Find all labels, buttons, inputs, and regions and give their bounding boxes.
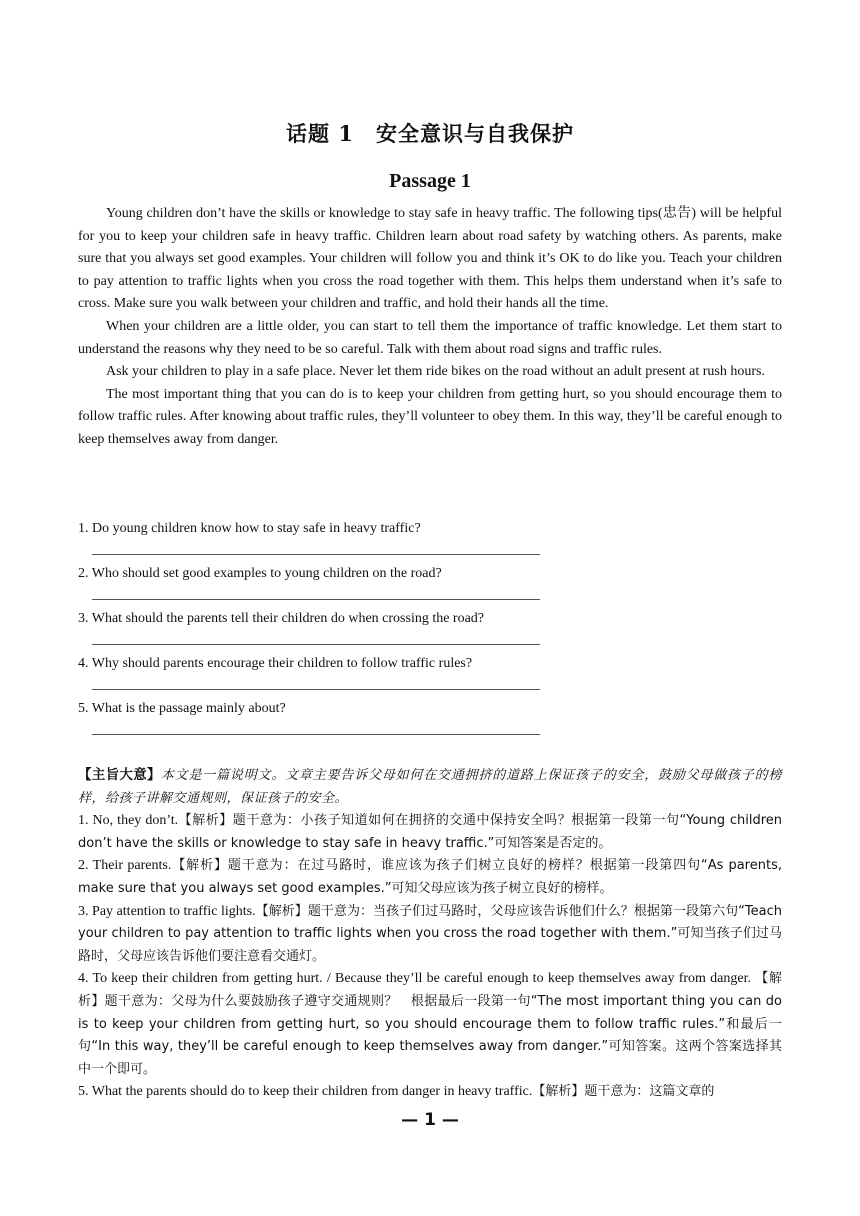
summary-text: 本文是一篇说明文。文章主要告诉父母如何在交通拥挤的道路上保证孩子的安全，鼓励父母做孩子的榜样，给孩子讲解交通规则，保证孩子的安全。 (78, 768, 782, 806)
answer-item (78, 855, 782, 900)
paragraph: Ask your children to play in a safe place. Never let them ride bikes on the road without an adult present at rush hours. (106, 364, 765, 380)
answer-explanation: 【解析】题干意为：父母为什么要鼓励孩子遵守交通规则？ 根据最后一段第一句“The most important thing you can do is to keep your children from getting hurt, so you should encourage them to follow traffic rules.”和最后一句“In this way, they’ll be careful enough to keep themselves away from danger.”可知答案。这两个答案选择其中一个即可。 (78, 971, 782, 1077)
answer-explanation: 【解析】题干意为：当孩子们过马路时，父母应该告诉他们什么？根据第一段第六句“Teach your children to pay attention to traffic lights when you cross the road together with them.”可知当孩子们过马路时，父母应该告诉他们要注意看交通灯。 (78, 903, 782, 964)
answer-line[interactable] (92, 599, 540, 600)
answer-explanation: 【解析】题干意为：这篇文章的 (532, 1084, 715, 1100)
question-item (78, 608, 782, 653)
answer-text: 5. What the parents should do to keep their children from danger in heavy traffic. (78, 1084, 533, 1100)
answer-analysis (78, 764, 782, 1104)
paragraph: When your children are a little older, you can start to tell them the importance of traffic knowledge. Let them start to understand the reasons why they need to be so careful. Talk with them about road signs and traffic rules. (78, 318, 782, 357)
question-list (78, 518, 782, 743)
paragraph: The most important thing that you can do is to keep your children from getting hurt, so you should encourage them to follow traffic rules. After knowing about traffic rules, they’ll volunteer to obey them. In this way, they’ll be careful enough to keep themselves away from danger. (78, 386, 782, 447)
answer-item (78, 901, 782, 969)
question-text: 3. What should the parents tell their children do when crossing the road? (78, 611, 485, 626)
answer-text: 4. To keep their children from getting hurt. / Because they’ll be careful enough to keep themselves away from danger. (78, 971, 756, 987)
answer-item (78, 1081, 782, 1104)
answer-line[interactable] (92, 689, 540, 690)
question-item (78, 563, 782, 608)
answer-item (78, 968, 782, 1081)
question-text: 2. Who should set good examples to young children on the road? (78, 566, 442, 581)
summary (78, 764, 782, 810)
passage-body (78, 203, 782, 452)
question-item (78, 518, 782, 563)
question-item (78, 698, 782, 743)
answer-explanation: 【解析】题干意为：在过马路时，谁应该为孩子们树立良好的榜样？根据第一段第四句“As parents, make sure that you always set good examples.”可知父母应该为孩子树立良好的榜样。 (78, 858, 782, 896)
question-text: 1. Do young children know how to stay safe in heavy traffic? (78, 521, 421, 536)
answer-explanation: 【解析】题干意为：小孩子知道如何在拥挤的交通中保持安全吗？根据第一段第一句“Young children don’t have the skills or knowledge to stay safe in heavy traffic.”可知答案是否定的。 (78, 813, 782, 851)
answer-line[interactable] (92, 554, 540, 555)
answer-text: 2. Their parents. (78, 858, 172, 874)
paragraph: Young children don’t have the skills or knowledge to stay safe in heavy traffic. The following tips(忠告) will be helpful for you to keep your children safe in heavy traffic. Children learn about road safety by watching others. As parents, make sure that you always set good examples. Your children will follow you and think it’s OK to do like you. Teach your children to pay attention to traffic lights when you cross the road together with them. This helps them understand when it’s safe to cross. Make sure you walk between your children and traffic, and hold their hands all the time. (78, 206, 782, 312)
summary-label: 【主旨大意】 (78, 767, 161, 783)
answer-item (78, 810, 782, 855)
topic-title: 话题 1 安全意识与自我保护 (286, 121, 574, 146)
question-text: 4. Why should parents encourage their children to follow traffic rules? (78, 656, 473, 671)
question-item (78, 653, 782, 698)
page-number: — 1 — (401, 1110, 459, 1130)
answer-line[interactable] (92, 734, 540, 735)
question-text: 5. What is the passage mainly about? (78, 701, 286, 716)
answer-line[interactable] (92, 644, 540, 645)
answer-text: 1. No, they don’t. (78, 813, 179, 829)
passage-title: Passage 1 (389, 170, 471, 192)
answer-text: 3. Pay attention to traffic lights. (78, 903, 256, 919)
